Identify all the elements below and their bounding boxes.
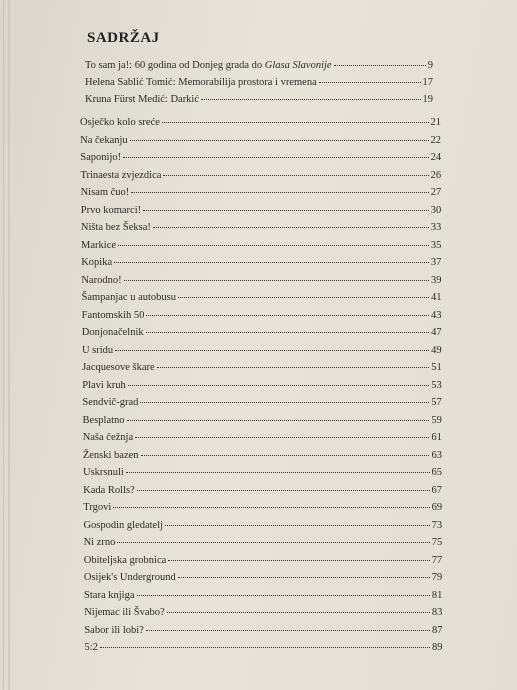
toc-entry-title-text: Gospodin gledatelj <box>83 520 164 531</box>
toc-entry-page-number: 53 <box>431 380 442 391</box>
toc-entry-title <box>82 310 145 322</box>
toc-entry-title <box>81 205 141 217</box>
toc-entry <box>83 432 442 444</box>
toc-entry-page-number: 65 <box>431 467 442 478</box>
toc-entry-title-text: Fantomskih 50 <box>81 310 145 321</box>
dot-leader <box>118 245 429 246</box>
toc-entry-page-number: 81 <box>431 590 443 601</box>
dot-leader <box>146 332 429 333</box>
toc-entry-title <box>84 607 164 619</box>
page-edge <box>3 0 4 690</box>
toc-entry <box>83 415 442 427</box>
toc-entry <box>83 467 442 479</box>
toc-entry <box>82 397 441 409</box>
toc-entry-title-text: U sridu <box>81 345 114 356</box>
toc-entry <box>80 135 441 147</box>
toc-entry-page-number: 49 <box>431 345 442 356</box>
toc-entry-title <box>83 450 139 462</box>
toc-entry-title-text: 5:2 <box>84 642 98 653</box>
toc-entry <box>82 345 442 357</box>
toc-entry-page-number: 75 <box>431 537 443 548</box>
toc-entry-page-number: 21 <box>430 117 441 128</box>
toc-entry-title <box>84 590 134 602</box>
toc-entry-title <box>84 537 116 549</box>
intro-entry-title-text: Kruna Fürst Medić: Darkić <box>85 94 200 105</box>
toc-entry-page-number: 26 <box>430 170 442 181</box>
dot-leader <box>135 437 429 438</box>
toc-entry-page-number: 22 <box>430 135 442 146</box>
toc-entry-page-number: 69 <box>431 502 443 513</box>
toc-entry <box>80 152 441 164</box>
toc-entry-title <box>83 415 125 427</box>
toc-entry <box>83 502 442 514</box>
dot-leader <box>137 490 430 491</box>
toc-entry-page-number: 73 <box>431 520 443 531</box>
toc-entry <box>82 380 442 392</box>
toc-entry-title <box>83 467 124 479</box>
dot-leader <box>117 542 429 543</box>
toc-entry <box>82 292 442 304</box>
toc-entry <box>84 555 443 567</box>
toc-entry <box>84 537 443 549</box>
dot-leader <box>167 612 430 613</box>
dot-leader <box>115 350 429 351</box>
toc-entry-title-text: Osječko kolo sreće <box>80 117 160 128</box>
toc-entry-page-number: 39 <box>430 275 442 286</box>
dot-leader <box>168 560 429 561</box>
toc-entry <box>81 222 441 234</box>
intro-entry-title-text: To sam ja!: 60 godina od Donjeg grada do <box>85 60 265 71</box>
toc-entry-title <box>84 555 167 567</box>
intro-entry <box>85 77 433 89</box>
toc-entry <box>81 275 441 287</box>
toc-entry-page-number: 51 <box>431 362 442 373</box>
dot-leader <box>126 472 430 473</box>
toc-entry-page-number: 30 <box>430 205 442 216</box>
toc-entry-title-text: Obiteljska grobnica <box>83 555 167 566</box>
toc-entry-title <box>82 327 144 339</box>
dot-leader <box>146 630 430 631</box>
intro-entry-title <box>85 94 199 106</box>
toc-entry <box>84 625 442 637</box>
toc-entry <box>80 170 441 182</box>
dot-leader <box>319 82 421 83</box>
toc-entry <box>82 327 442 339</box>
toc-entry-title <box>80 135 128 147</box>
toc-entry <box>84 572 442 584</box>
dot-leader <box>162 122 429 123</box>
toc-entry-title-text: Na čekanju <box>80 135 128 146</box>
dot-leader <box>163 175 428 176</box>
toc-entry-title <box>82 362 155 374</box>
toc-entry-title-text: Ženski bazen <box>82 450 139 461</box>
intro-entry-page-number: 9 <box>427 60 433 71</box>
intro-entry-page-number: 17 <box>422 77 433 88</box>
toc-entry-title <box>82 397 138 409</box>
dot-leader <box>100 647 430 648</box>
toc-entry-title-text: Stara knjiga <box>84 590 135 601</box>
toc-entry <box>82 310 442 322</box>
dot-leader <box>146 315 429 316</box>
toc-entry <box>81 205 442 217</box>
intro-entry-title-text: Helena Sablić Tomić: Memorabilija prostora i vremena <box>85 77 317 88</box>
toc-entry-title-text: Ništa bez Šeksa! <box>80 222 151 233</box>
toc-entry-title <box>82 380 125 392</box>
toc-entry-title-text: Narodno! <box>81 275 122 286</box>
toc-entry-page-number: 63 <box>431 450 442 461</box>
intro-entry-title-italic: Glasa Slavonije <box>264 60 332 71</box>
dot-leader <box>114 262 429 263</box>
toc-entry-title <box>83 520 163 532</box>
toc-entry-title <box>81 222 151 234</box>
toc-entry <box>85 642 443 654</box>
toc-entry <box>83 520 442 532</box>
toc-entry-title-text: Uskrsnuli <box>83 467 124 478</box>
toc-entry-page-number: 47 <box>431 327 442 338</box>
toc-entry <box>81 257 441 269</box>
toc-entry <box>81 187 442 199</box>
dot-leader <box>157 367 430 368</box>
dot-leader <box>141 455 430 456</box>
toc-entry-title-text: Sabor ili lobi? <box>84 625 144 636</box>
toc-entry-page-number: 41 <box>431 292 442 303</box>
intro-entry-title <box>85 77 317 89</box>
toc-entry-title-text: Sendvič-grad <box>82 397 139 408</box>
toc-entry <box>82 362 442 374</box>
toc-entry-title <box>80 117 160 129</box>
dot-leader <box>165 525 430 526</box>
toc-entry-title-text: Šampanjac u autobusu <box>81 292 176 303</box>
toc-entry <box>84 607 442 619</box>
toc-entry-title-text: Kada Rolls? <box>83 485 135 496</box>
intro-entry <box>85 94 433 106</box>
dot-leader <box>128 385 430 386</box>
dot-leader <box>137 595 430 596</box>
toc-entry-title-text: Trinaesta zvjezdica <box>80 170 162 181</box>
toc-entry-title-text: Trgovi <box>83 502 112 513</box>
toc-entry-title-text: Kopika <box>81 257 113 268</box>
toc-entry-title-text: Naša čežnja <box>82 432 134 443</box>
toc-entry <box>83 485 442 497</box>
toc-entry-title-text: Besplatno <box>82 415 125 426</box>
toc-entry-title <box>85 642 98 654</box>
toc-heading: SADRŽAJ <box>87 30 160 46</box>
toc-entry-title-text: Ni zrno <box>83 537 116 548</box>
toc-entry-page-number: 59 <box>431 415 442 426</box>
dot-leader <box>178 577 430 578</box>
toc-entry-page-number: 43 <box>431 310 442 321</box>
toc-entry-page-number: 33 <box>430 222 442 233</box>
toc-entry <box>84 590 442 602</box>
toc-entry-page-number: 24 <box>430 152 442 163</box>
toc-entry-page-number: 83 <box>431 607 443 618</box>
toc-entry-title <box>84 572 176 584</box>
toc-entry-title <box>83 485 135 497</box>
toc-entry-title <box>83 502 111 514</box>
dot-leader <box>127 420 430 421</box>
dot-leader <box>178 297 429 298</box>
toc-entry-title-text: Plavi kruh <box>82 380 126 391</box>
dot-leader <box>130 140 429 141</box>
toc-entry-title-text: Prvo komarci! <box>80 205 142 216</box>
toc-entry-title <box>80 152 121 164</box>
toc-entry-page-number: 89 <box>432 642 443 653</box>
intro-entry <box>85 60 433 72</box>
dot-leader <box>153 227 429 228</box>
dot-leader <box>113 507 429 508</box>
dot-leader <box>131 192 428 193</box>
toc-entry-page-number: 27 <box>430 187 442 198</box>
toc-entry-page-number: 35 <box>430 240 442 251</box>
toc-entry-title <box>81 187 130 199</box>
toc-entry-title <box>82 292 176 304</box>
toc-entry <box>83 450 442 462</box>
toc-entry-title <box>81 240 116 252</box>
toc-entry-title <box>81 275 121 287</box>
toc-entry-title-text: Markice <box>81 240 117 251</box>
toc-entry-page-number: 87 <box>431 625 443 636</box>
toc-entry-title-text: Jacquesove škare <box>82 362 155 373</box>
toc-entry-title-text: Saponijo! <box>80 152 122 163</box>
toc-entry <box>80 117 441 129</box>
toc-entry-page-number: 77 <box>431 555 443 566</box>
toc-entry-title <box>84 625 144 637</box>
toc-entry-title-text: Donjonačelnik <box>81 327 144 338</box>
dot-leader <box>143 210 429 211</box>
intro-entry-title <box>85 60 332 72</box>
toc-entry-page-number: 67 <box>431 485 443 496</box>
toc-entry <box>81 240 441 252</box>
dot-leader <box>140 402 429 403</box>
toc-entry-title-text: Nisam čuo! <box>80 187 130 198</box>
intro-entry-page-number: 19 <box>422 94 433 105</box>
dot-leader <box>124 280 429 281</box>
toc-entry-title <box>82 345 113 357</box>
toc-entry-title <box>80 170 161 182</box>
toc-entry-page-number: 57 <box>431 397 442 408</box>
dot-leader <box>334 65 426 66</box>
dot-leader <box>201 99 420 100</box>
toc-entry-page-number: 61 <box>431 432 442 443</box>
toc-entry-page-number: 79 <box>431 572 443 583</box>
toc-entry-title <box>81 257 112 269</box>
toc-entry-title <box>83 432 133 444</box>
toc-entry-title-text: Nijemac ili Švabo? <box>84 607 165 618</box>
toc-entry-page-number: 37 <box>430 257 442 268</box>
dot-leader <box>123 157 428 158</box>
page-edge <box>8 0 10 690</box>
toc-entry-title-text: Osijek's Underground <box>83 572 176 583</box>
